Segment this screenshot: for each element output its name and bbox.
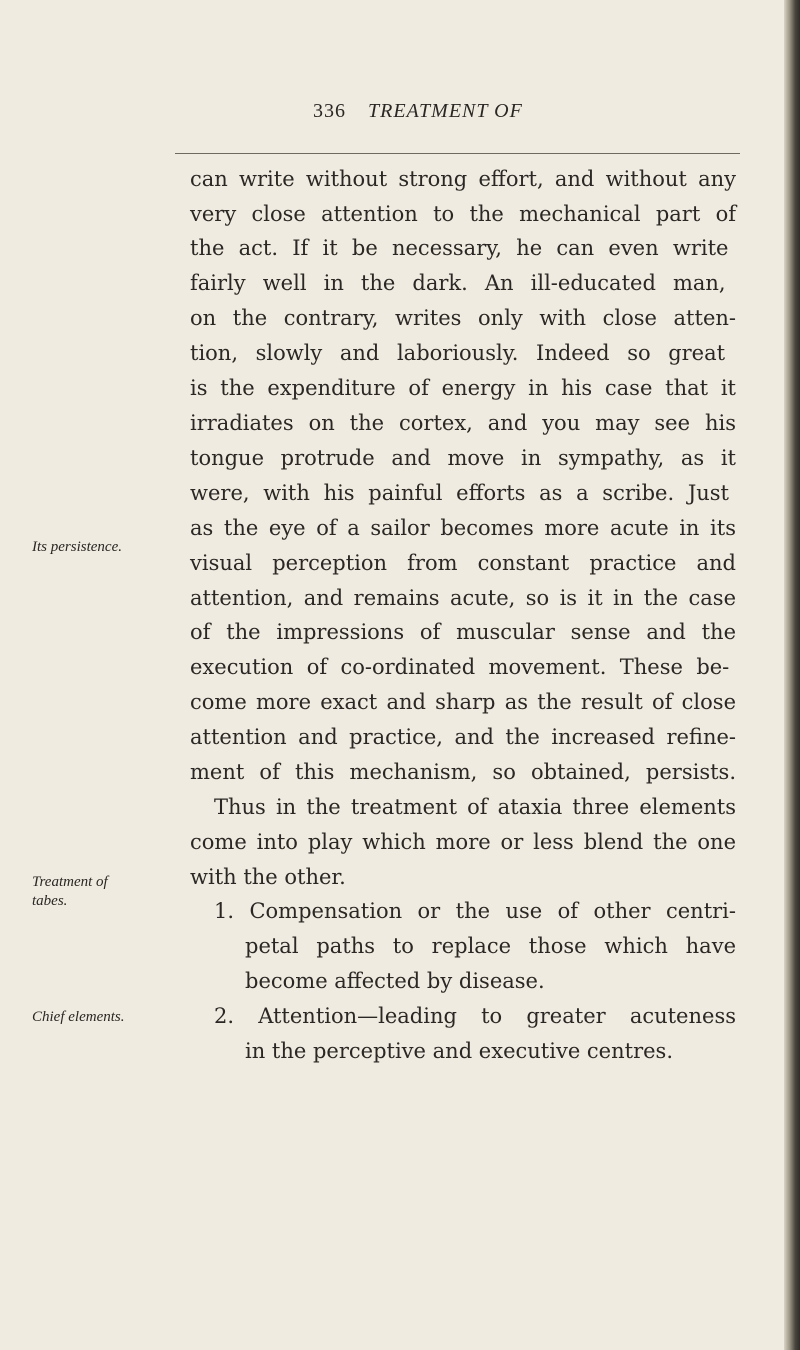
text-line: visual perception from constant practice and <box>190 551 736 575</box>
list-item-1-cont: become affected by disease. <box>245 969 545 993</box>
text-line: attention and practice, and the increased refine- <box>190 725 736 749</box>
text-line: is the expenditure of energy in his case that it <box>190 376 736 400</box>
text-line: the act. If it be necessary, he can even write <box>190 236 729 260</box>
list-item-2: 2. Attention—leading to greater acuteness <box>214 1004 736 1028</box>
text-line: come into play which more or less blend the one <box>190 830 736 854</box>
text-line: on the contrary, writes only with close atten- <box>190 306 736 330</box>
text-line: with the other. <box>190 865 346 889</box>
text-line: irradiates on the cortex, and you may see his <box>190 411 736 435</box>
text-line: attention, and remains acute, so is it in the case <box>190 586 736 610</box>
text-line: of the impressions of muscular sense and the <box>190 620 736 644</box>
text-line: ment of this mechanism, so obtained, persists. <box>190 760 736 784</box>
margin-note-chief-elements: Chief elements. <box>32 1009 125 1025</box>
text-line: come more exact and sharp as the result of close <box>190 690 736 714</box>
list-item-1: 1. Compensation or the use of other centri- <box>214 899 736 923</box>
text-line: can write without strong effort, and without any <box>190 167 736 191</box>
text-line: tion, slowly and laboriously. Indeed so great <box>190 341 726 365</box>
text-line: Thus in the treatment of ataxia three elements <box>214 795 736 819</box>
list-item-1-cont: petal paths to replace those which have <box>245 934 736 958</box>
margin-note-treatment-of-tabes: Treatment of <box>32 874 108 890</box>
running-title: TREATMENT OF <box>368 100 523 122</box>
text-line: execution of co-ordinated movement. These be- <box>190 655 730 679</box>
page-number: 336 <box>313 100 346 122</box>
text-line: were, with his painful efforts as a scribe. Just <box>190 481 729 505</box>
header-rule <box>175 153 740 154</box>
page-edge-shadow <box>784 0 800 1350</box>
running-header <box>0 100 800 130</box>
text-line: fairly well in the dark. An ill-educated man, <box>190 271 726 295</box>
margin-note-treatment-of-tabes-cont: tabes. <box>32 893 68 909</box>
margin-note-persistence: Its persistence. <box>32 539 122 555</box>
text-line: as the eye of a sailor becomes more acute in its <box>190 516 736 540</box>
text-line: tongue protrude and move in sympathy, as it <box>190 446 736 470</box>
text-line: very close attention to the mechanical part of <box>190 202 736 226</box>
list-item-2-cont: in the perceptive and executive centres. <box>245 1039 673 1063</box>
